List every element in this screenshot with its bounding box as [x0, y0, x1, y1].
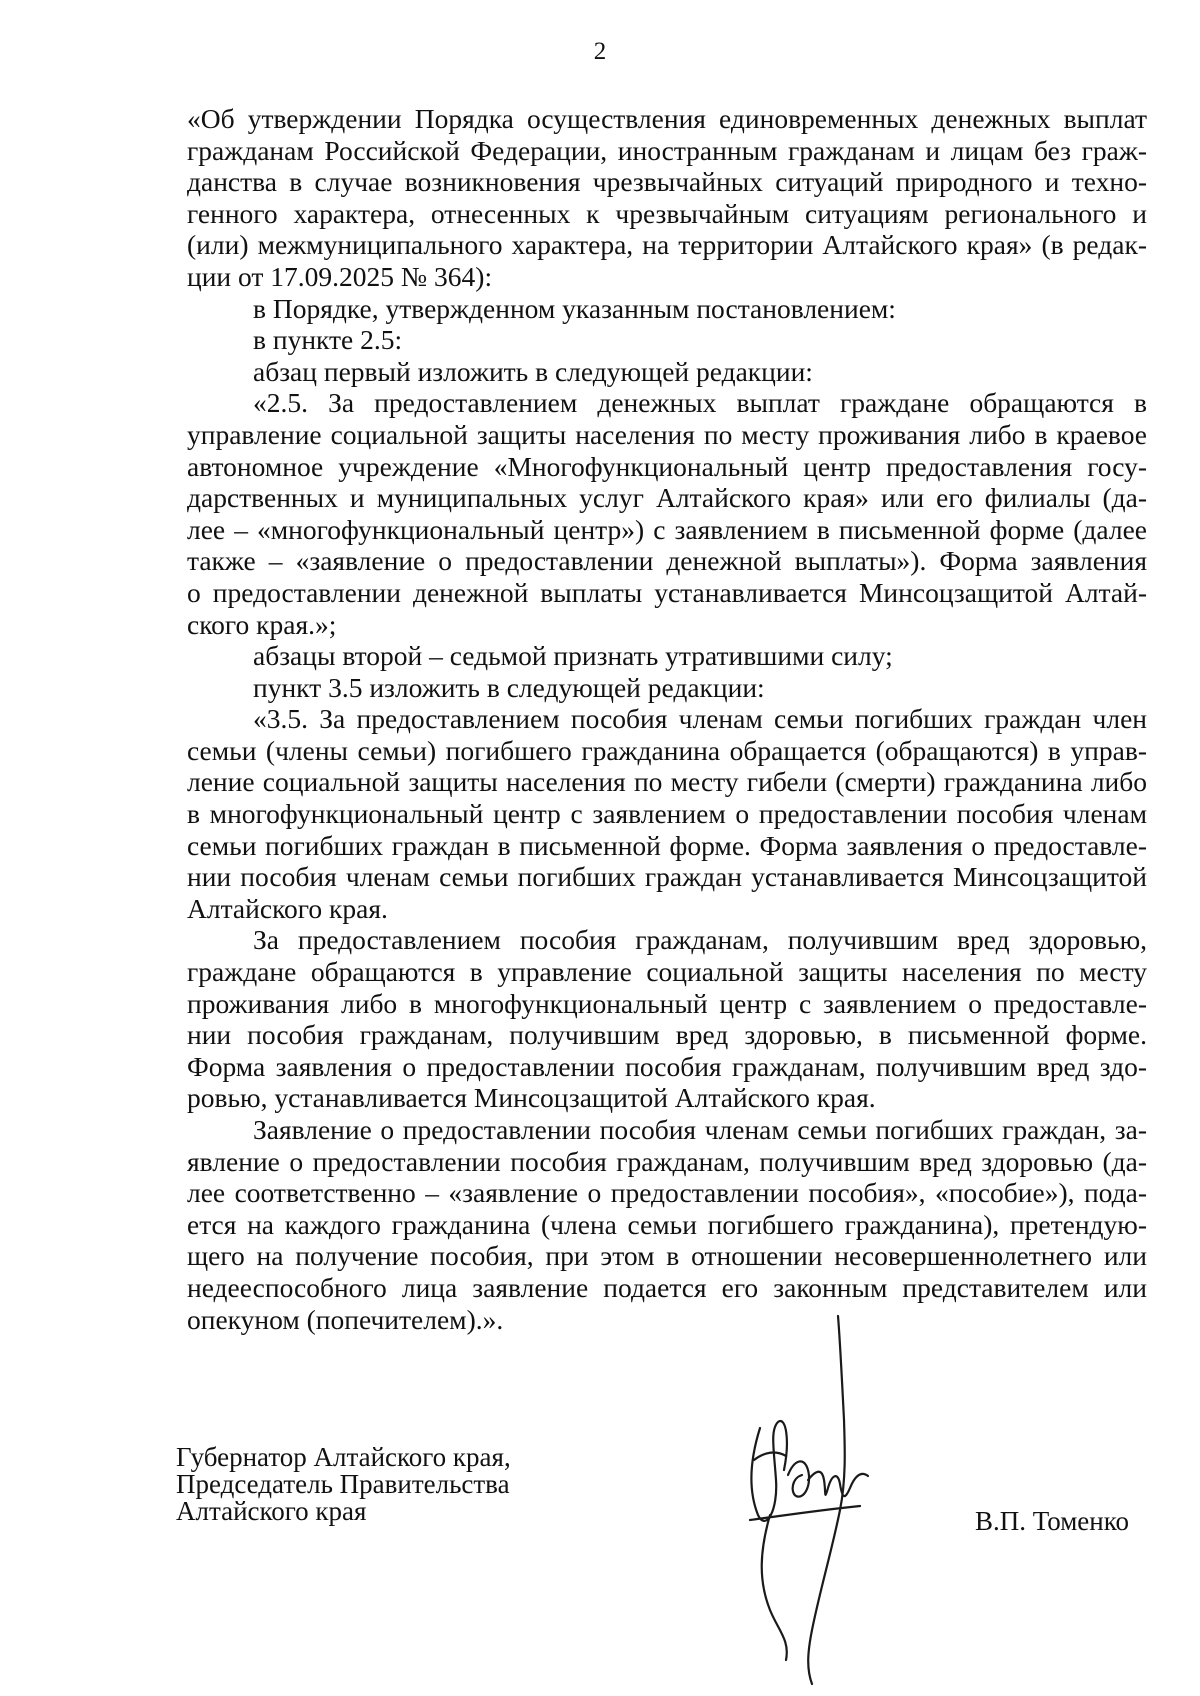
handwritten-signature [720, 1310, 910, 1690]
text-line: ровью, устанавливается Минсоцзащитой Алтайского края. [187, 1082, 876, 1114]
text-line: нии пособия членам семьи погибших граждан устанавливается Минсоцзащитой [187, 861, 1147, 893]
text-line: Алтайского края. [187, 892, 388, 924]
text-line: ции от 17.09.2025 № 364): [187, 260, 493, 292]
text-line: За предоставлением пособия гражданам, получившим вред здоровью, [253, 924, 1147, 956]
text-line: гражданам Российской Федерации, иностранным гражданам и лицам без граж- [187, 134, 1147, 166]
text-line: семьи погибших граждан в письменной форме. Форма заявления о предоставле- [187, 829, 1147, 861]
signatory-title [176, 1444, 736, 1525]
text-line: Форма заявления о предоставлении пособия гражданам, получившим вред здо- [187, 1050, 1147, 1082]
text-line: автономное учреждение «Многофункциональный центр предоставления госу- [187, 450, 1147, 482]
signatory-title-line: Губернатор Алтайского края, [176, 1442, 511, 1472]
page-number: 2 [593, 38, 607, 65]
text-line: семьи (члены семьи) погибшего гражданина обращается (обращаются) в управ- [187, 734, 1147, 766]
text-line: в пункте 2.5: [253, 324, 403, 356]
text-line: дарственных и муниципальных услуг Алтайского края» или его филиалы (да- [187, 482, 1147, 514]
text-line: «2.5. За предоставлением денежных выплат граждане обращаются в [253, 387, 1147, 419]
text-line: управление социальной защиты населения по месту проживания либо в краевое [187, 418, 1147, 450]
text-line: Заявление о предоставлении пособия членам семьи погибших граждан, за- [253, 1114, 1147, 1145]
text-line: в Порядке, утвержденном указанным постановлением: [253, 292, 896, 324]
text-line: абзац первый изложить в следующей редакции: [253, 355, 813, 387]
signatory-title-line: Алтайского края [176, 1496, 367, 1526]
text-line: (или) межмуниципального характера, на территории Алтайского края» (в редак- [187, 229, 1147, 261]
text-line: опекуном (попечителем).». [187, 1303, 504, 1335]
text-line: пункт 3.5 изложить в следующей редакции: [253, 671, 765, 703]
text-line: абзацы второй – седьмой признать утратившими силу; [253, 640, 893, 672]
text-line: также – «заявление о предоставлении денежной выплаты»). Форма заявления [187, 545, 1147, 577]
signatory-title-line: Председатель Правительства [176, 1469, 510, 1499]
text-line: ется на каждого гражданина (члена семьи погибшего гражданина), претендую- [187, 1208, 1147, 1240]
signer-name: В.П. Томенко [975, 1506, 1129, 1536]
text-line: ление социальной защиты населения по месту гибели (смерти) гражданина либо [187, 766, 1147, 798]
text-line: недееспособного лица заявление подается его законным представителем или [187, 1271, 1147, 1303]
text-line: проживания либо в многофункциональный центр с заявлением о предоставле- [187, 987, 1147, 1019]
text-line: в многофункциональный центр с заявлением о предоставлении пособия членам [187, 798, 1147, 830]
text-line: данства в случае возникновения чрезвычайных ситуаций природного и техно- [187, 166, 1147, 198]
text-line: явление о предоставлении пособия гражданам, получившим вред здоровью (да- [187, 1145, 1147, 1177]
text-line: лее соответственно – «заявление о предоставлении пособия», «пособие»), пода- [187, 1177, 1147, 1209]
text-line: граждане обращаются в управление социальной защиты населения по месту [187, 956, 1147, 988]
text-line: генного характера, отнесенных к чрезвычайным ситуациям регионального и [187, 197, 1147, 229]
text-line: «3.5. За предоставлением пособия членам семьи погибших граждан член [253, 703, 1147, 735]
text-line: «Об утверждении Порядка осуществления единовременных денежных выплат [187, 103, 1147, 134]
text-line: нии пособия гражданам, получившим вред здоровью, в письменной форме. [187, 1019, 1147, 1051]
text-line: лее – «многофункциональный центр») с заявлением в письменной форме (далее [187, 513, 1147, 545]
text-line: щего на получение пособия, при этом в отношении несовершеннолетнего или [187, 1240, 1147, 1272]
text-line: ского края.»; [187, 608, 337, 640]
text-line: о предоставлении денежной выплаты устанавливается Минсоцзащитой Алтай- [187, 576, 1147, 608]
document-body [187, 103, 1147, 1335]
